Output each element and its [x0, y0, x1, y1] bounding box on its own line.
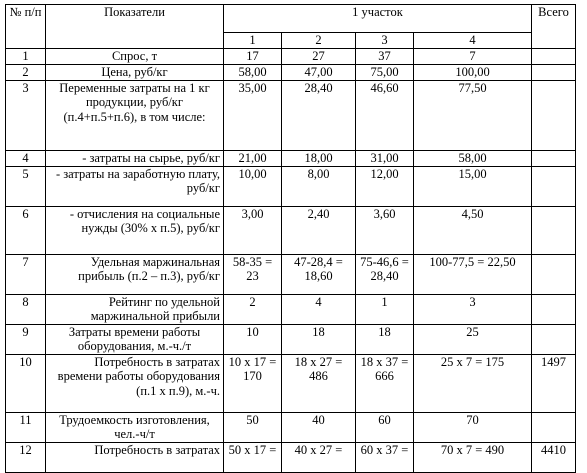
value-cell-product-4: 70: [414, 412, 532, 442]
table-row: [6, 354, 576, 412]
total-cell: [532, 294, 576, 324]
indicators-table: [5, 4, 576, 473]
row-number: 12: [6, 442, 46, 472]
value-cell-product-4: 77,50: [414, 80, 532, 150]
row-number: 9: [6, 324, 46, 354]
header-product-2: 2: [282, 33, 356, 49]
value-cell-product-1: 58,00: [224, 64, 282, 80]
value-cell-product-4: 100-77,5 = 22,50: [414, 254, 532, 294]
value-cell-product-3: 60 х 37 =: [356, 442, 414, 472]
row-number: 6: [6, 206, 46, 254]
table-row: [6, 412, 576, 442]
total-cell: [532, 80, 576, 150]
value-cell-product-3: 3,60: [356, 206, 414, 254]
total-cell: [532, 324, 576, 354]
value-cell-product-2: 2,40: [282, 206, 356, 254]
row-label: Трудоемкость изготовления, чел.-ч/т: [46, 412, 224, 442]
row-label: - затраты на заработную плату, руб/кг: [46, 166, 224, 206]
row-label: Цена, руб/кг: [46, 64, 224, 80]
value-cell-product-3: 18 х 37 = 666: [356, 354, 414, 412]
value-cell-product-1: 50 х 17 =: [224, 442, 282, 472]
total-cell: 4410: [532, 442, 576, 472]
value-cell-product-2: 40: [282, 412, 356, 442]
value-cell-product-3: 75-46,6 = 28,40: [356, 254, 414, 294]
total-cell: [532, 254, 576, 294]
total-cell: [532, 64, 576, 80]
value-cell-product-4: 25: [414, 324, 532, 354]
total-cell: [532, 206, 576, 254]
value-cell-product-2: 18,00: [282, 150, 356, 166]
total-cell: 1497: [532, 354, 576, 412]
header-product-3: 3: [356, 33, 414, 49]
header-row: [6, 5, 576, 33]
header-indicator: Показатели: [46, 5, 224, 49]
value-cell-product-2: 28,40: [282, 80, 356, 150]
value-cell-product-1: 10 х 17 = 170: [224, 354, 282, 412]
value-cell-product-1: 58-35 = 23: [224, 254, 282, 294]
value-cell-product-3: 12,00: [356, 166, 414, 206]
row-number: 4: [6, 150, 46, 166]
value-cell-product-3: 37: [356, 48, 414, 64]
row-label: Рейтинг по удельной маржинальной прибыли: [46, 294, 224, 324]
value-cell-product-2: 40 х 27 =: [282, 442, 356, 472]
header-product-4: 4: [414, 33, 532, 49]
value-cell-product-4: 70 х 7 = 490: [414, 442, 532, 472]
value-cell-product-2: 8,00: [282, 166, 356, 206]
row-label: Спрос, т: [46, 48, 224, 64]
value-cell-product-3: 46,60: [356, 80, 414, 150]
value-cell-product-1: 21,00: [224, 150, 282, 166]
value-cell-product-2: 4: [282, 294, 356, 324]
table-row: [6, 324, 576, 354]
value-cell-product-3: 60: [356, 412, 414, 442]
row-label: Удельная маржинальная прибыль (п.2 – п.3), руб/кг: [46, 254, 224, 294]
header-section: 1 участок: [224, 5, 532, 33]
table-row: [6, 254, 576, 294]
row-number: 3: [6, 80, 46, 150]
row-label: - затраты на сырье, руб/кг: [46, 150, 224, 166]
value-cell-product-1: 2: [224, 294, 282, 324]
table-row: [6, 442, 576, 472]
value-cell-product-3: 31,00: [356, 150, 414, 166]
row-number: 2: [6, 64, 46, 80]
row-number: 8: [6, 294, 46, 324]
value-cell-product-2: 18 х 27 = 486: [282, 354, 356, 412]
total-cell: [532, 150, 576, 166]
value-cell-product-3: 18: [356, 324, 414, 354]
value-cell-product-4: 58,00: [414, 150, 532, 166]
row-number: 1: [6, 48, 46, 64]
row-label: Затраты времени работы оборудования, м.-ч./т: [46, 324, 224, 354]
row-number: 5: [6, 166, 46, 206]
row-label: Переменные затраты на 1 кг продукции, руб/кг (п.4+п.5+п.6), в том числе:: [46, 80, 224, 150]
value-cell-product-2: 47,00: [282, 64, 356, 80]
value-cell-product-2: 47-28,4 = 18,60: [282, 254, 356, 294]
value-cell-product-4: 25 х 7 = 175: [414, 354, 532, 412]
total-cell: [532, 48, 576, 64]
total-cell: [532, 412, 576, 442]
value-cell-product-4: 7: [414, 48, 532, 64]
row-label: Потребность в затратах: [46, 442, 224, 472]
row-label: Потребность в затратах времени работы оборудования (п.1 х п.9), м.-ч.: [46, 354, 224, 412]
value-cell-product-1: 10,00: [224, 166, 282, 206]
row-number: 10: [6, 354, 46, 412]
value-cell-product-1: 35,00: [224, 80, 282, 150]
table-row: [6, 80, 576, 150]
value-cell-product-3: 1: [356, 294, 414, 324]
table-row: [6, 166, 576, 206]
value-cell-product-1: 3,00: [224, 206, 282, 254]
value-cell-product-1: 10: [224, 324, 282, 354]
header-total: Всего: [532, 5, 576, 49]
table-row: [6, 64, 576, 80]
value-cell-product-3: 75,00: [356, 64, 414, 80]
table-row: [6, 206, 576, 254]
value-cell-product-1: 17: [224, 48, 282, 64]
value-cell-product-1: 50: [224, 412, 282, 442]
total-cell: [532, 166, 576, 206]
value-cell-product-4: 3: [414, 294, 532, 324]
row-number: 7: [6, 254, 46, 294]
table-row: [6, 48, 576, 64]
row-label: - отчисления на социальные нужды (30% х п.5), руб/кг: [46, 206, 224, 254]
value-cell-product-2: 27: [282, 48, 356, 64]
header-num: № п/п: [6, 5, 46, 49]
header-product-1: 1: [224, 33, 282, 49]
value-cell-product-2: 18: [282, 324, 356, 354]
table-row: [6, 294, 576, 324]
value-cell-product-4: 15,00: [414, 166, 532, 206]
value-cell-product-4: 4,50: [414, 206, 532, 254]
value-cell-product-4: 100,00: [414, 64, 532, 80]
row-number: 11: [6, 412, 46, 442]
table-row: [6, 150, 576, 166]
